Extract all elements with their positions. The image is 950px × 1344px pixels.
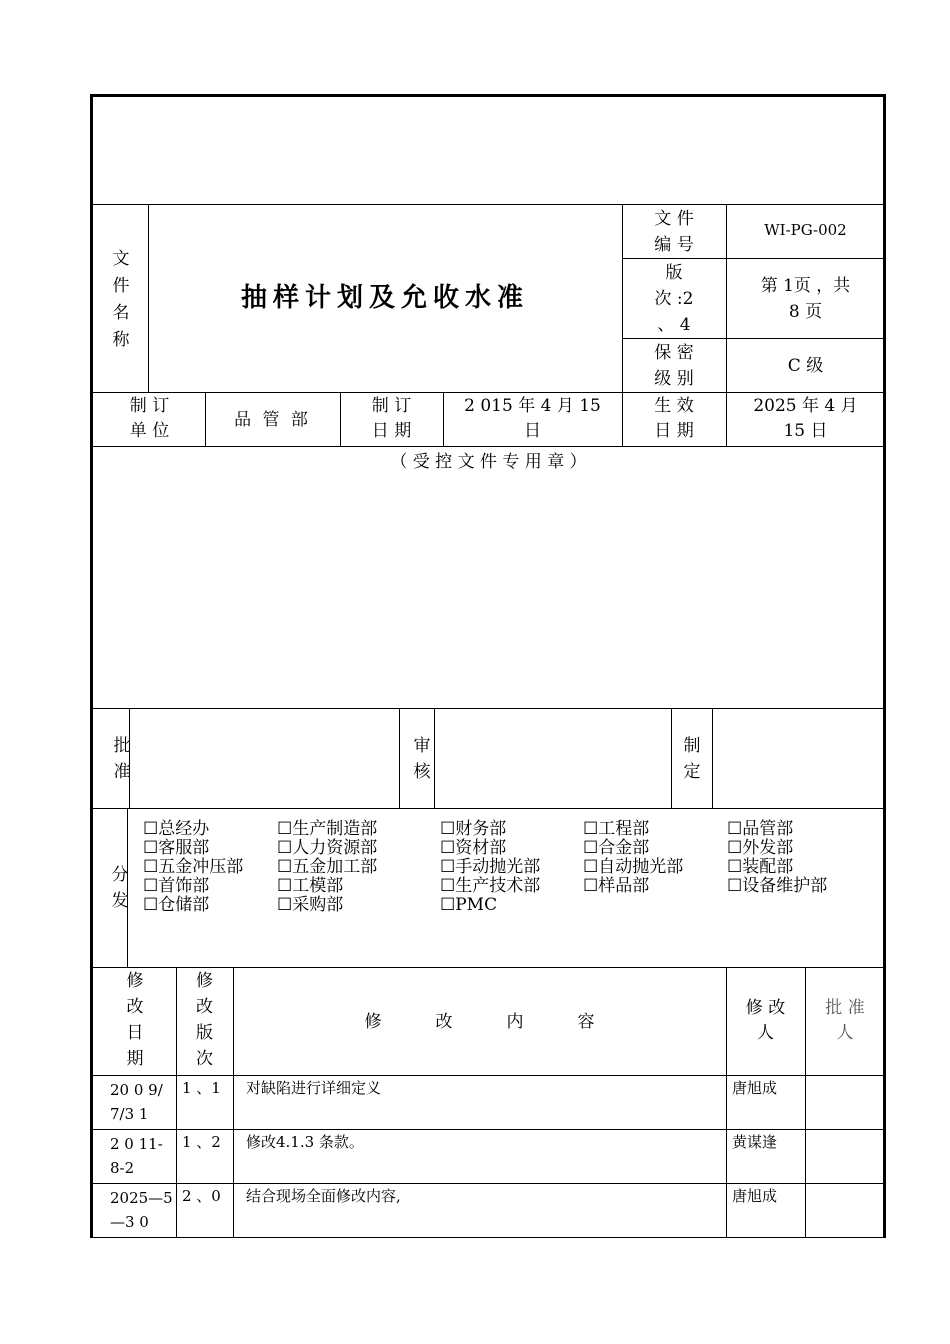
distribution-item[interactable]: ☐首饰部	[143, 876, 210, 896]
rule	[92, 204, 885, 205]
rev-row-version: 2 、0	[182, 1187, 221, 1205]
rev-row-date: 2025—5 —3 0	[110, 1189, 173, 1231]
rev-row-editor: 黄谋逢	[732, 1133, 778, 1151]
approve-label: 批 准	[113, 736, 131, 782]
rev-header-date: 修 改 日 期	[126, 971, 144, 1069]
rev-row-date: 20 0 9/ 7/3 1	[110, 1081, 163, 1123]
distribution-item[interactable]: ☐总经办	[143, 819, 210, 839]
rev-row-editor: 唐旭成	[732, 1187, 778, 1205]
secrecy-label: 保 密 级 别	[654, 343, 694, 389]
rev-header-approver: 批 准 人	[825, 998, 865, 1043]
doc-name-label: 文 件 名 称	[112, 249, 130, 350]
unit-label: 制 订 单 位	[129, 396, 170, 441]
rev-row-version: 1 、2	[182, 1133, 221, 1151]
distribution-item[interactable]: ☐生产技术部	[440, 876, 541, 896]
rev-header-editor: 修 改 人	[745, 998, 786, 1043]
rule	[92, 808, 885, 809]
distribution-item[interactable]: ☐PMC	[440, 895, 498, 915]
document-title: 抽样计划及允收水准	[240, 283, 529, 313]
distribution-column	[277, 820, 377, 915]
distribution-item[interactable]: ☐合金部	[583, 838, 650, 858]
secrecy-value: C 级	[787, 356, 824, 376]
distribution-item[interactable]: ☐自动抛光部	[583, 857, 684, 877]
rev-row-version: 1 、1	[182, 1079, 221, 1097]
distribution-item[interactable]: ☐样品部	[583, 876, 650, 896]
page-indicator: 第 1页 ，共 8 页	[760, 276, 851, 322]
distribution-item[interactable]: ☐资材部	[440, 838, 507, 858]
controlled-stamp-caption: （ 受 控 文 件 专 用 章 ）	[390, 452, 587, 472]
distribution-item[interactable]: ☐手动抛光部	[440, 857, 541, 877]
rev-row-date: 2 0 11- 8-2	[110, 1135, 163, 1177]
rev-header-content: 修 改 内 容	[364, 1012, 595, 1032]
rule	[622, 338, 885, 339]
distribution-item[interactable]: ☐生产制造部	[277, 819, 378, 839]
rule	[92, 708, 885, 709]
doc-no-value: WI-PG-002	[764, 221, 847, 239]
distribution-item[interactable]: ☐财务部	[440, 819, 507, 839]
distribution-item[interactable]: ☐仓储部	[143, 895, 210, 915]
effective-value: 2025 年 4 月 15 日	[753, 396, 858, 441]
doc-no-label: 文 件 编 号	[654, 209, 694, 255]
distribution-column	[143, 820, 243, 915]
unit-value: 品 管 部	[234, 410, 311, 430]
distribution-item[interactable]: ☐五金加工部	[277, 857, 378, 877]
rule	[92, 1075, 885, 1076]
distribution-item[interactable]: ☐人力资源部	[277, 838, 378, 858]
distribution-item[interactable]: ☐采购部	[277, 895, 344, 915]
rev-row-content: 对缺陷进行详细定义	[246, 1079, 382, 1097]
distribution-item[interactable]: ☐外发部	[727, 838, 794, 858]
rule	[92, 1129, 885, 1130]
distribution-label: 分 发	[111, 865, 129, 911]
rev-row-editor: 唐旭成	[732, 1079, 778, 1097]
distribution-item[interactable]: ☐品管部	[727, 819, 794, 839]
distribution-item[interactable]: ☐工程部	[583, 819, 650, 839]
rule	[622, 258, 885, 259]
version-label: 版 次 :2 、 4	[654, 263, 694, 335]
rev-row-content: 修改4.1.3 条款。	[246, 1133, 364, 1151]
rev-header-version: 修 改 版 次	[196, 971, 213, 1069]
rule	[92, 1183, 885, 1184]
rule	[671, 708, 672, 808]
rule	[399, 708, 400, 808]
rule	[92, 1237, 885, 1238]
date-label: 制 订 日 期	[371, 396, 412, 441]
review-label: 审 核	[413, 736, 431, 782]
distribution-column	[583, 820, 683, 896]
rule	[92, 446, 885, 447]
distribution-item[interactable]: ☐客服部	[143, 838, 210, 858]
rule	[233, 967, 234, 1237]
rule	[712, 708, 713, 808]
distribution-item[interactable]: ☐五金冲压部	[143, 857, 244, 877]
distribution-column	[727, 820, 827, 896]
distribution-column	[440, 820, 540, 915]
distribution-item[interactable]: ☐装配部	[727, 857, 794, 877]
distribution-item[interactable]: ☐设备维护部	[727, 876, 828, 896]
prepare-label: 制 定	[683, 736, 701, 782]
date-value: 2 015 年 4 月 15 日	[464, 396, 601, 441]
rule	[92, 392, 885, 393]
distribution-item[interactable]: ☐工模部	[277, 876, 344, 896]
rev-row-content: 结合现场全面修改内容,	[246, 1187, 401, 1205]
effective-label: 生 效 日 期	[654, 396, 694, 441]
